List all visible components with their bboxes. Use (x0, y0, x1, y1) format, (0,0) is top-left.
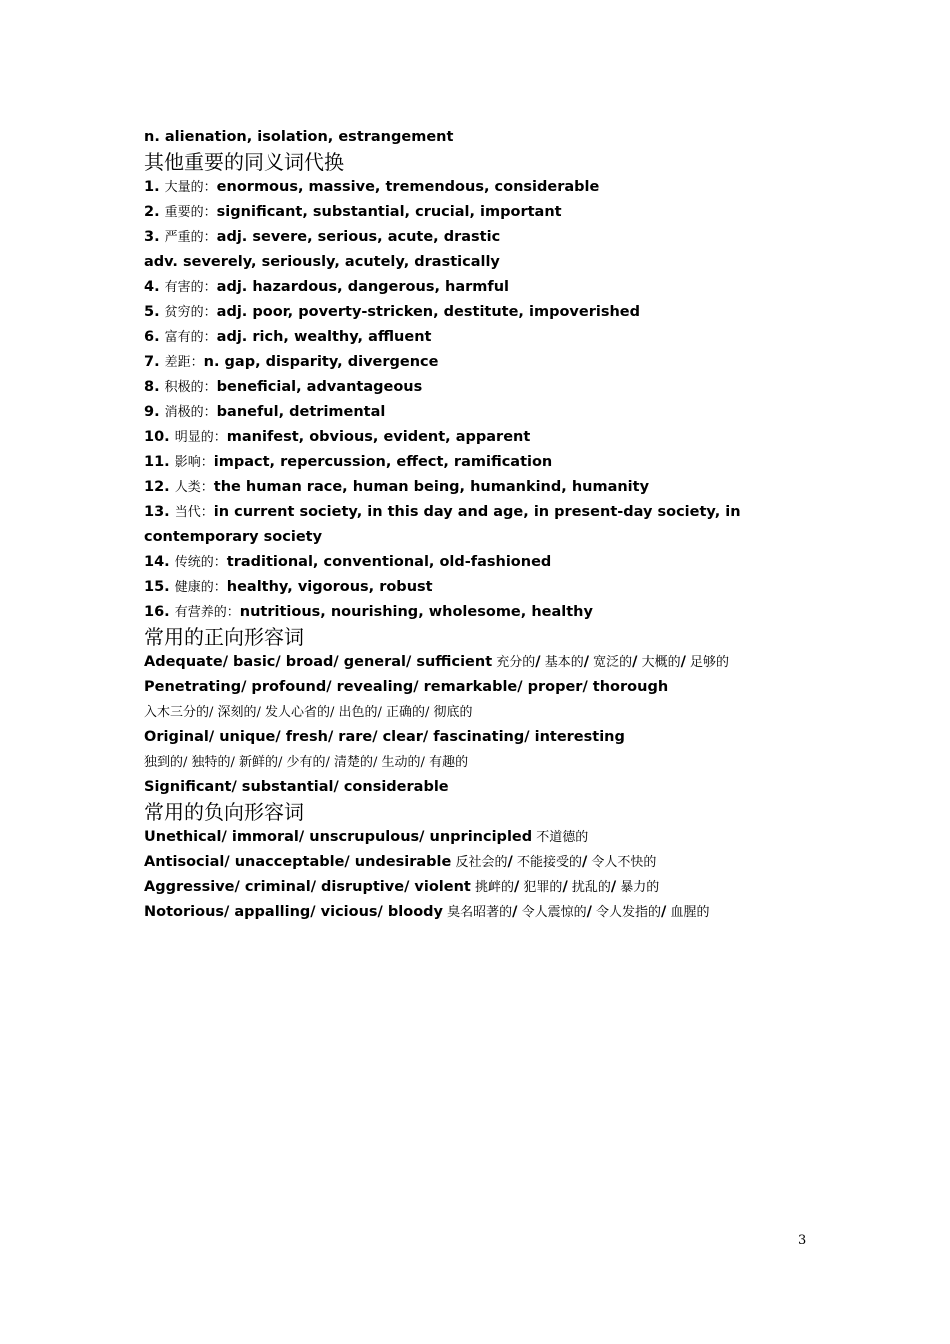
negative-chinese-separator: / (562, 879, 568, 895)
synonym-english-terms: beneficial, advantageous (216, 379, 423, 395)
synonym-chinese-term: 健康的： (174, 580, 227, 595)
positive-chinese-separator: / (583, 654, 590, 670)
synonym-english-terms: the human race, human being, humankind, humanity (213, 479, 650, 495)
negative-chinese-term: 犯罪的 (519, 880, 563, 895)
synonym-number: 3. (144, 229, 165, 245)
synonym-chinese-term: 传统的： (174, 555, 227, 570)
positive-chinese-term: 足够的 (685, 655, 730, 670)
synonym-chinese-term: 严重的： (164, 230, 217, 245)
synonym-english-terms: in current society, in this day and age, in present-day society, in contemporary society (144, 504, 741, 545)
synonym-number: 9. (144, 404, 165, 420)
positive-chinese-separator: / (535, 654, 541, 670)
negative-chinese-terms (443, 904, 709, 920)
synonym-english-terms: adj. hazardous, dangerous, harmful (216, 279, 509, 295)
synonym-number: 10. (144, 429, 175, 445)
negative-chinese-separator: / (661, 904, 667, 920)
negative-chinese-terms (451, 854, 656, 870)
negative-chinese-term: 令人不快的 (587, 855, 657, 870)
negative-line (144, 875, 784, 900)
negative-chinese-term: 令人震惊的 (517, 905, 587, 920)
section-heading-negative-adjectives: 常用的负向形容词 (144, 800, 304, 824)
negative-chinese-terms (532, 829, 588, 845)
synonym-item (144, 425, 784, 450)
synonym-number: 11. (144, 454, 175, 470)
negative-adjective-list (144, 825, 784, 925)
synonym-chinese-term: 消极的： (164, 405, 217, 420)
positive-chinese-term: 基本的 (540, 655, 584, 670)
synonym-number: 4. (144, 279, 165, 295)
negative-english-terms: Unethical/ immoral/ unscrupulous/ unprincipled (144, 829, 533, 845)
synonym-item (144, 225, 784, 250)
synonym-english-terms: impact, repercussion, effect, ramification (213, 454, 553, 470)
positive-chinese-term: 宽泛的 (589, 655, 633, 670)
positive-line-2: Penetrating/ profound/ revealing/ remarkable/ proper/ thorough (144, 679, 669, 695)
synonym-item (144, 600, 784, 625)
negative-chinese-separator: / (514, 879, 520, 895)
synonym-chinese-term: 明显的： (174, 430, 227, 445)
positive-chinese-separator: / (680, 654, 686, 670)
synonym-continuation-line: adv. severely, seriously, acutely, drastically (144, 254, 500, 270)
synonym-number: 1. (144, 179, 165, 195)
negative-english-terms: Notorious/ appalling/ vicious/ bloody (144, 904, 444, 920)
positive-chinese-term: 充分的 (492, 655, 536, 670)
negative-chinese-separator: / (586, 904, 592, 920)
negative-chinese-separator: / (507, 854, 513, 870)
synonym-number: 2. (144, 204, 165, 220)
negative-line (144, 850, 784, 875)
negative-chinese-term: 扰乱的 (567, 880, 611, 895)
negative-chinese-term: 挑衅的 (470, 880, 514, 895)
synonym-item (144, 275, 784, 300)
synonym-chinese-term: 积极的： (164, 380, 217, 395)
synonym-item (144, 325, 784, 350)
positive-line-1 (144, 650, 784, 675)
synonym-number: 6. (144, 329, 165, 345)
negative-chinese-terms (471, 879, 659, 895)
synonym-item (144, 550, 784, 575)
positive-line-3-chinese: 入木三分的/ 深刻的/ 发人心省的/ 出色的/ 正确的/ 彻底的 (144, 705, 473, 720)
synonym-chinese-term: 有害的： (164, 280, 217, 295)
page-content (144, 125, 784, 925)
synonym-english-terms: n. gap, disparity, divergence (203, 354, 439, 370)
negative-chinese-term: 反社会的 (451, 855, 508, 870)
synonym-chinese-term: 有营养的： (174, 605, 240, 620)
synonym-english-terms: significant, substantial, crucial, important (216, 204, 562, 220)
negative-chinese-separator: / (512, 904, 518, 920)
negative-english-terms: Aggressive/ criminal/ disruptive/ violent (144, 879, 471, 895)
negative-chinese-term: 血腥的 (666, 905, 710, 920)
positive-chinese-separator: / (632, 654, 638, 670)
synonym-item (144, 350, 784, 375)
synonym-chinese-term: 人类： (174, 480, 214, 495)
synonym-english-terms: enormous, massive, tremendous, considerable (216, 179, 600, 195)
negative-chinese-term: 暴力的 (616, 880, 660, 895)
synonym-english-terms: adj. poor, poverty-stricken, destitute, impoverished (216, 304, 640, 320)
synonym-item (144, 375, 784, 400)
section-heading-positive-adjectives: 常用的正向形容词 (144, 625, 304, 649)
negative-line (144, 900, 784, 925)
synonym-list (144, 175, 784, 625)
negative-chinese-separator: / (581, 854, 588, 870)
synonym-item (144, 500, 784, 550)
negative-line (144, 825, 784, 850)
positive-line-4: Original/ unique/ fresh/ rare/ clear/ fascinating/ interesting (144, 729, 625, 745)
synonym-item (144, 400, 784, 425)
intro-line: n. alienation, isolation, estrangement (144, 129, 454, 145)
negative-chinese-term: 不能接受的 (512, 855, 582, 870)
synonym-item (144, 200, 784, 225)
synonym-english-terms: traditional, conventional, old-fashioned (226, 554, 552, 570)
synonym-number: 8. (144, 379, 165, 395)
negative-chinese-term: 不道德的 (532, 830, 589, 845)
synonym-number: 5. (144, 304, 165, 320)
synonym-english-terms: adj. severe, serious, acute, drastic (216, 229, 501, 245)
synonym-item (144, 450, 784, 475)
synonym-chinese-term: 影响： (174, 455, 214, 470)
synonym-english-terms: manifest, obvious, evident, apparent (226, 429, 531, 445)
page-number: 3 (798, 1233, 807, 1248)
synonym-number: 15. (144, 579, 175, 595)
synonym-english-terms: adj. rich, wealthy, affluent (216, 329, 432, 345)
negative-chinese-term: 臭名昭著的 (443, 905, 513, 920)
negative-chinese-term: 令人发指的 (591, 905, 662, 920)
synonym-chinese-term: 贫穷的： (164, 305, 217, 320)
synonym-chinese-term: 大量的： (164, 180, 217, 195)
synonym-number: 14. (144, 554, 175, 570)
section-heading-synonyms: 其他重要的同义词代换 (144, 150, 344, 174)
synonym-item (144, 300, 784, 325)
negative-english-terms: Antisocial/ unacceptable/ undesirable (144, 854, 452, 870)
synonym-english-terms: nutritious, nourishing, wholesome, healthy (239, 604, 593, 620)
positive-line-5-chinese: 独到的/ 独特的/ 新鲜的/ 少有的/ 清楚的/ 生动的/ 有趣的 (144, 755, 469, 770)
synonym-english-terms: baneful, detrimental (216, 404, 386, 420)
synonym-chinese-term: 差距： (164, 355, 204, 370)
synonym-item (144, 175, 784, 200)
synonym-item (144, 475, 784, 500)
synonym-number: 7. (144, 354, 165, 370)
positive-line-6: Significant/ substantial/ considerable (144, 779, 449, 795)
positive-line-1-english: Adequate/ basic/ broad/ general/ sufficient (144, 654, 493, 670)
synonym-item (144, 575, 784, 600)
positive-chinese-term: 大概的 (637, 655, 681, 670)
synonym-chinese-term: 富有的： (164, 330, 217, 345)
synonym-english-terms: healthy, vigorous, robust (226, 579, 433, 595)
negative-chinese-separator: / (610, 879, 617, 895)
synonym-number: 16. (144, 604, 175, 620)
synonym-number: 13. (144, 504, 175, 520)
synonym-number: 12. (144, 479, 175, 495)
positive-line-1-chinese (492, 654, 729, 670)
synonym-chinese-term: 重要的： (164, 205, 217, 220)
synonym-chinese-term: 当代： (174, 505, 214, 520)
